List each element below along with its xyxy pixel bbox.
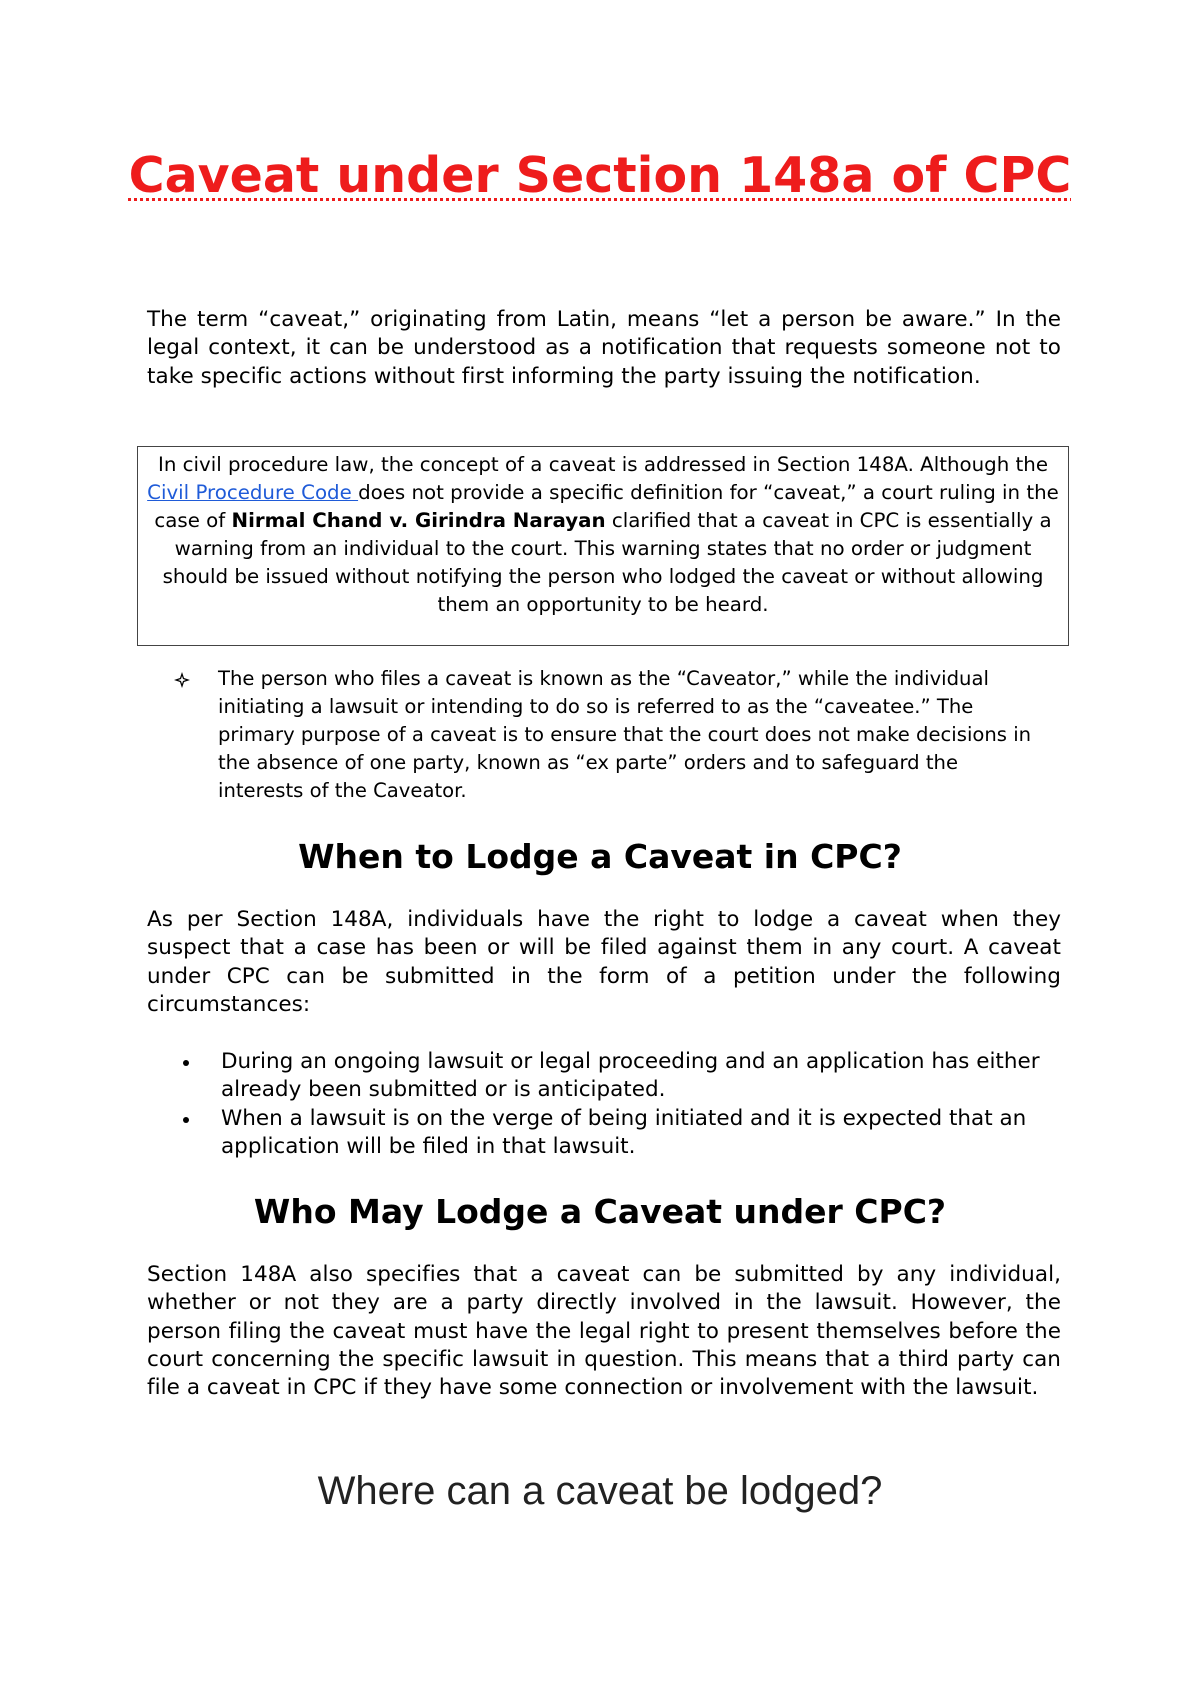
civil-procedure-code-link[interactable]: Civil Procedure Code — [147, 481, 359, 504]
document-title — [120, 143, 1080, 209]
definition-box — [137, 446, 1069, 646]
intro-paragraph: The term “caveat,” originating from Latin, means “let a person be aware.” In the legal context, it can be understood as a notification that requests someone not to take specific actions without first informing the party issuing the notification. — [147, 307, 1061, 389]
box-text-3: clarified that a caveat in CPC is essentially a warning from an individual to the court. This warning states that no order or judgment should be issued without notifying the person who lodged the caveat or without allowing them an opportunity to be heard. — [162, 509, 1052, 616]
box-text-2: does not provide a specific definition for “caveat,” a court ruling in the case of — [154, 481, 1059, 532]
list-item-text: When a lawsuit is on the verge of being initiated and it is expected that an application will be filed in that lawsuit. — [221, 1105, 1027, 1159]
list-item — [147, 1105, 1047, 1162]
case-name: Nirmal Chand v. Girindra Narayan — [231, 509, 606, 532]
caveator-list-item — [180, 665, 1040, 805]
box-text-1: In civil procedure law, the concept of a caveat is addressed in Section 148A. Although the — [157, 453, 1048, 476]
when-paragraph: As per Section 148A, individuals have the right to lodge a caveat when they suspect that a case has been or will be filed against them in any court. A caveat under CPC can be submitted in the form of a petition under the following circumstances: — [147, 907, 1061, 1017]
heading-when-to-lodge: When to Lodge a Caveat in CPC? — [298, 837, 902, 876]
bullet-dot-icon — [183, 1060, 189, 1066]
bullet-dot-icon — [183, 1117, 189, 1123]
who-paragraph: Section 148A also specifies that a caveat can be submitted by any individual, whether or not they are a party directly involved in the lawsuit. However, the person filing the caveat must have the legal right to present themselves before the court concerning the specific lawsuit in question. This means that a third party can file a caveat in CPC if they have some connection or involvement with the lawsuit. — [147, 1262, 1061, 1401]
circumstances-list — [147, 1048, 1047, 1161]
list-item — [147, 1048, 1047, 1105]
heading-who-may-lodge: Who May Lodge a Caveat under CPC? — [253, 1192, 947, 1231]
heading-where-lodged: Where can a caveat be lodged? — [317, 1469, 883, 1513]
document-title-text: Caveat under Section 148a of CPC — [128, 147, 1072, 204]
list-item-text: During an ongoing lawsuit or legal proceeding and an application has either already been submitted or is anticipated. — [221, 1049, 1040, 1103]
caveator-text: The person who files a caveat is known as the “Caveator,” while the individual initiating a lawsuit or intending to do so is referred to as the “caveatee.” The primary purpose of a caveat is to ensure that the court does not make decisions in the absence of one party, known as “ex parte” orders and to safeguard the interests of the Caveator. — [218, 667, 1032, 802]
diamond-bullet-icon — [174, 672, 190, 688]
